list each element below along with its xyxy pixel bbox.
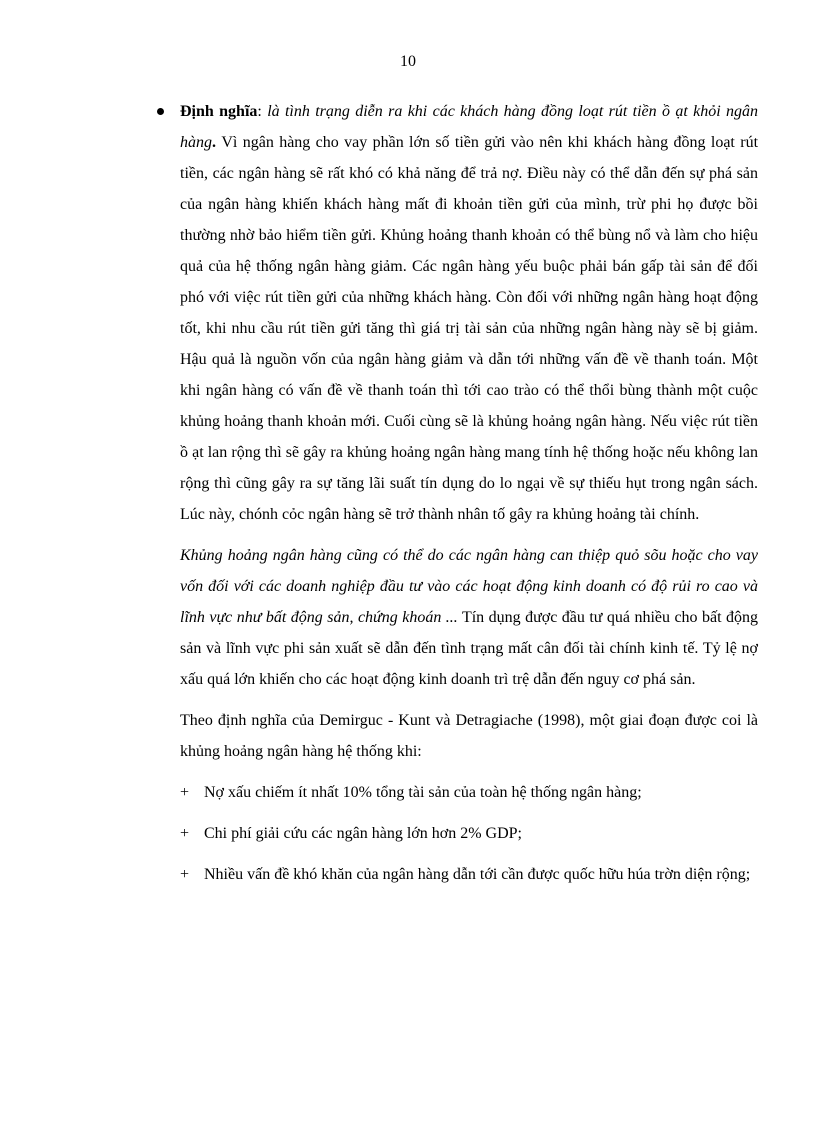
definition-period: . — [212, 134, 222, 151]
definition-colon: : — [257, 103, 268, 120]
plus-marker: + — [180, 825, 190, 842]
criteria-item — [180, 859, 758, 890]
definition-paragraph — [180, 96, 758, 530]
criteria-text: Chi phí giải cứu các ngân hàng lớn hơn 2% GDP; — [204, 825, 522, 842]
criteria-text: Nợ xấu chiếm ít nhất 10% tổng tài sản của toàn hệ thống ngân hàng; — [204, 784, 642, 801]
bullet-dot-icon — [157, 108, 164, 115]
page-content — [180, 96, 758, 900]
criteria-item — [180, 777, 758, 808]
plus-marker: + — [180, 784, 190, 801]
causes-italic-text: Khủng hoảng ngân hàng cũng có thể do các ngân hàng can thiệp quỏ sõu hoặc cho vay vốn đối với các doanh nghiệp đầu tư vào các hoạt động kinh doanh có độ rủi ro cao và lĩnh vực như bất động sản, chứng khoán ... — [180, 547, 758, 626]
definition-term: Định nghĩa — [180, 103, 258, 120]
causes-body: Tín dụng được đầu tư quá nhiều cho bất động sản và lĩnh vực phi sản xuất sẽ dẫn đến tình trạng mất cân đối tài chính kinh tế. Tỷ lệ nợ xấu quá lớn khiến cho các hoạt động kinh doanh trì trệ dẫn đến nguy cơ phá sản. — [180, 609, 758, 688]
criteria-text: Nhiều vấn đề khó khăn của ngân hàng dẫn tới cần được quốc hữu húa trờn diện rộng; — [204, 866, 751, 883]
definition-body: Vì ngân hàng cho vay phần lớn số tiền gửi vào nên khi khách hàng đồng loạt rút tiền, các ngân hàng sẽ rất khó có khả năng để trả nợ. Điều này có thể dẫn đến sự phá sản của ngân hàng khiến khách hàng mất đi khoản tiền gửi của mình, trừ phi họ được bồi thường nhờ bảo hiểm tiền gửi. Khủng hoảng thanh khoản có thể bùng nổ và làm cho hiệu quả của hệ thống ngân hàng giảm. Các ngân hàng yếu buộc phải bán gấp tài sản để đối phó với việc rút tiền gửi của những khách hàng. Còn đối với những ngân hàng hoạt động tốt, khi nhu cầu rút tiền gửi tăng thì giá trị tài sản của những ngân hàng này sẽ bị giảm. Hậu quả là nguồn vốn của ngân hàng giảm và dẫn tới những vấn đề về thanh toán. Một khi ngân hàng có vấn đề về thanh toán thì tới cao trào có thể thổi bùng thành một cuộc khủng hoảng thanh khoản mới. Cuối cùng sẽ là khủng hoảng ngân hàng. Nếu việc rút tiền ồ ạt lan rộng thì sẽ gây ra khủng hoảng ngân hàng mang tính hệ thống hoặc nếu không lan rộng thì cũng gây ra sự tăng lãi suất tín dụng do lo ngại về sự thiếu hụt trong ngân sách. Lúc này, chónh cỏc ngân hàng sẽ trở thành nhân tố gây ra khủng hoảng tài chính. — [180, 134, 759, 523]
plus-marker: + — [180, 866, 190, 883]
causes-paragraph — [180, 540, 758, 695]
systemic-definition-paragraph: Theo định nghĩa của Demirguc - Kunt và Detragiache (1998), một giai đoạn được coi là khủng hoảng ngân hàng hệ thống khi: — [180, 712, 758, 760]
criteria-item — [180, 818, 758, 849]
page-number: 10 — [400, 53, 416, 70]
definition-italic-text: là tình trạng diễn ra khi các khách hàng đồng loạt rút tiền ồ ạt khỏi ngân hàng — [180, 103, 758, 151]
